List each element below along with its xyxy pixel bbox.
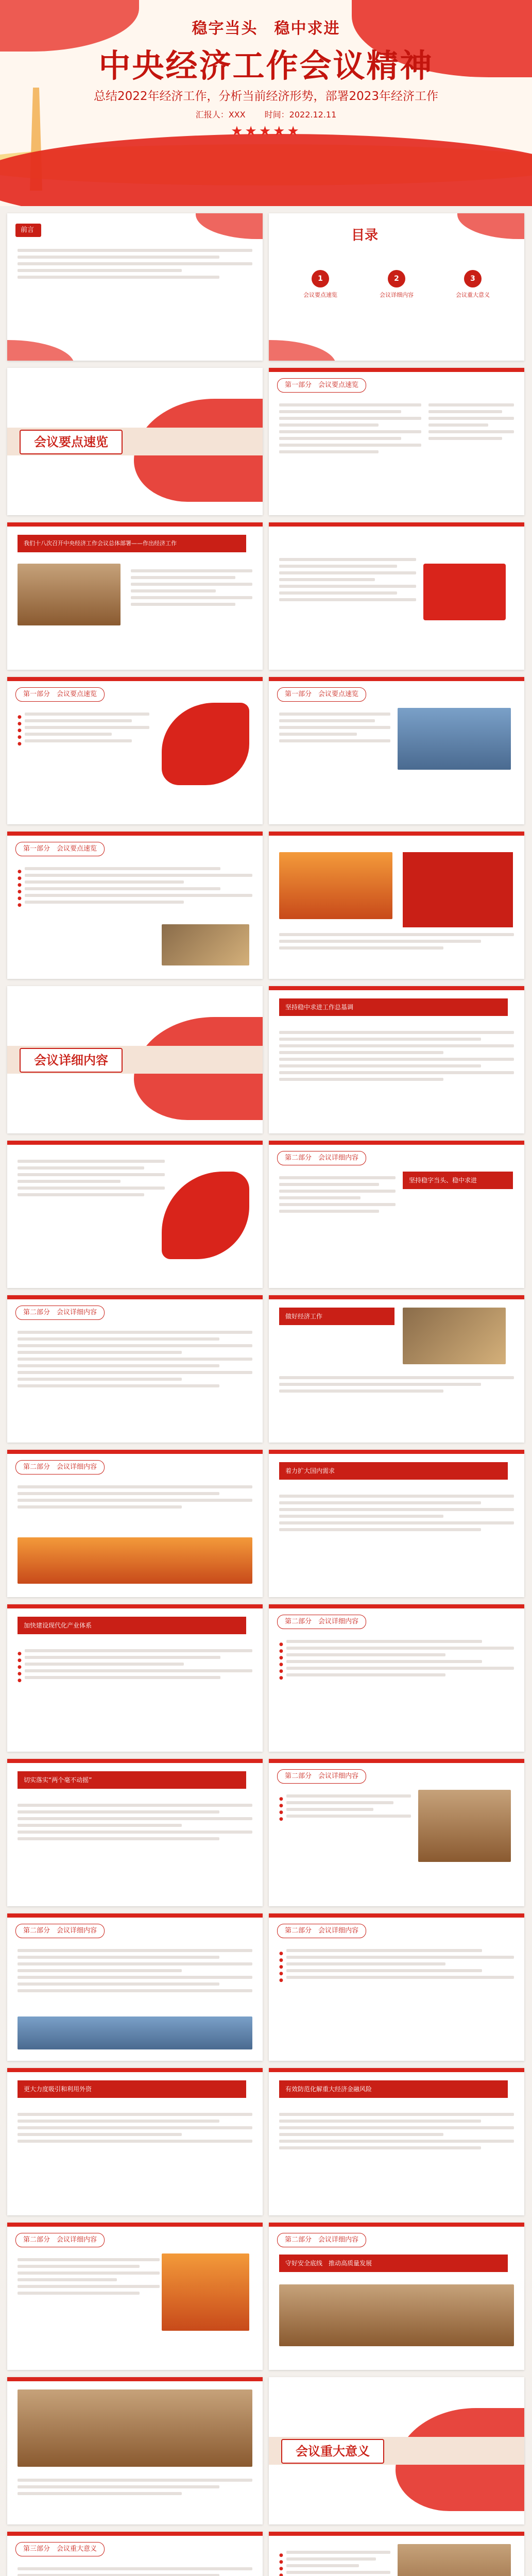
section-title: 会议要点速览 — [20, 430, 123, 454]
meeting-photo — [418, 1790, 511, 1862]
top-bar — [7, 1295, 263, 1299]
slide-section-1[interactable] — [7, 368, 263, 515]
top-bar — [269, 986, 524, 990]
bullet-list — [279, 1945, 514, 1982]
part-label: 第一部分 会议要点速览 — [277, 687, 366, 702]
slide-content[interactable] — [7, 522, 263, 670]
top-bar — [7, 832, 263, 836]
part-label: 第一部分 会议要点速览 — [15, 842, 105, 856]
text-block — [131, 566, 252, 609]
bullet-list — [18, 709, 149, 746]
slide-content[interactable] — [269, 832, 524, 979]
top-bar — [269, 2068, 524, 2072]
part-label: 第二部分 会议详细内容 — [277, 1151, 366, 1165]
top-bar — [7, 1141, 263, 1145]
slide-content[interactable] — [7, 2532, 263, 2576]
agenda-num: 2 — [388, 270, 405, 287]
landscape-photo — [162, 2253, 249, 2331]
slide-content[interactable] — [269, 1141, 524, 1288]
highlight-box: 着力扩大国内需求 — [279, 1462, 508, 1480]
bullet-list — [279, 2547, 390, 2576]
top-bar — [269, 1141, 524, 1145]
text-block — [279, 1027, 514, 1084]
red-wave — [0, 134, 532, 206]
text-block — [18, 2475, 252, 2499]
text-block — [18, 1327, 252, 1391]
highlight-box: 更大力度吸引和利用外资 — [18, 2080, 246, 2098]
top-bar — [269, 1913, 524, 1918]
text-block — [279, 1372, 514, 1396]
text-block — [18, 1800, 252, 1844]
part-label: 第二部分 会议详细内容 — [15, 1306, 105, 1320]
top-bar — [7, 2377, 263, 2381]
agenda-item-1[interactable] — [279, 270, 362, 299]
slide-content[interactable] — [269, 1604, 524, 1752]
text-block — [18, 1945, 252, 1996]
agenda-title: 目录 — [351, 228, 379, 243]
bullet-list — [18, 1646, 252, 1683]
slide-preface[interactable] — [7, 213, 263, 361]
text-block — [18, 2109, 252, 2146]
slide-content[interactable] — [269, 2223, 524, 2370]
slide-section-2[interactable] — [7, 986, 263, 1133]
slide-content[interactable] — [7, 1141, 263, 1288]
text-block — [428, 400, 514, 444]
preface-header: 前言 — [15, 224, 41, 237]
part-label: 第二部分 会议详细内容 — [15, 1460, 105, 1475]
text-block — [279, 400, 421, 457]
text-block — [279, 2109, 514, 2153]
text-block — [279, 554, 416, 605]
agenda-num: 1 — [312, 270, 329, 287]
cover-slide — [0, 0, 532, 206]
flag-decoration — [457, 213, 524, 239]
part-label: 第一部分 会议要点速览 — [277, 378, 366, 393]
top-bar — [7, 522, 263, 527]
ribbon-decoration — [7, 340, 74, 361]
slide-content[interactable] — [269, 1913, 524, 2061]
cover-subtitle: 总结2022年经济工作，分析当前经济形势，部署2023年经济工作 — [93, 90, 439, 103]
agenda-label: 会议重大意义 — [456, 292, 490, 298]
bullet-list — [18, 863, 252, 907]
section-title: 会议重大意义 — [281, 2439, 384, 2464]
highlight-box: 切实落实“两个毫不动摇” — [18, 1771, 246, 1789]
top-bar — [7, 1759, 263, 1763]
text-block — [279, 1491, 514, 1535]
part-label: 第二部分 会议详细内容 — [277, 1924, 366, 1938]
top-bar — [7, 1450, 263, 1454]
slide-content[interactable] — [7, 2223, 263, 2370]
part-label: 第一部分 会议要点速览 — [15, 687, 105, 702]
highlight-box: 做好经济工作 — [279, 1308, 394, 1325]
top-bar — [269, 1295, 524, 1299]
text-block — [279, 929, 514, 953]
part-label: 第二部分 会议详细内容 — [15, 1924, 105, 1938]
slide-agenda[interactable] — [269, 213, 524, 361]
text-block — [18, 2564, 252, 2576]
top-bar — [7, 2223, 263, 2227]
slide-content[interactable] — [7, 1295, 263, 1443]
top-bar — [7, 677, 263, 681]
slide-content[interactable] — [269, 1450, 524, 1597]
top-bar — [269, 368, 524, 372]
top-bar — [7, 2068, 263, 2072]
top-bar — [7, 1604, 263, 1608]
text-block — [279, 1173, 396, 1216]
top-bar — [269, 1604, 524, 1608]
highlight-box: 加快建设现代化产业体系 — [18, 1617, 246, 1634]
agenda-item-3[interactable] — [432, 270, 514, 299]
preface-text — [18, 245, 252, 282]
top-bar — [7, 2532, 263, 2536]
landscape-photo — [18, 1537, 252, 1584]
top-bar — [7, 1913, 263, 1918]
agenda-num: 3 — [464, 270, 482, 287]
agenda-label: 会议要点速览 — [303, 292, 337, 298]
cover-tagline: 稳字当头 稳中求进 — [192, 20, 340, 38]
slide-content[interactable] — [7, 2068, 263, 2215]
highlight-box: 坚持稳字当头、稳中求进 — [403, 1172, 513, 1189]
cover-stars: ★★★★★ — [231, 124, 301, 139]
slide-content[interactable] — [269, 1759, 524, 1906]
text-block — [18, 2255, 160, 2298]
highlight-box: 我们十八次召开中央经济工作会议总体部署——作出经济工作 — [18, 535, 246, 552]
part-label: 第二部分 会议详细内容 — [277, 1615, 366, 1629]
city-photo — [398, 708, 511, 770]
top-bar — [269, 1759, 524, 1763]
text-block — [18, 1482, 252, 1512]
text-block — [279, 709, 390, 746]
meeting-photo — [279, 2284, 514, 2346]
slide-content[interactable] — [7, 1913, 263, 2061]
flag-decoration — [196, 213, 263, 239]
top-bar — [269, 832, 524, 836]
section-title: 会议详细内容 — [20, 1048, 123, 1073]
part-label: 第二部分 会议详细内容 — [277, 1769, 366, 1784]
meeting-photo — [18, 2389, 252, 2467]
ribbon-decoration — [269, 340, 336, 361]
top-bar — [269, 677, 524, 681]
top-bar — [269, 522, 524, 527]
slide-content[interactable] — [7, 2377, 263, 2524]
slide-section-3[interactable] — [269, 2377, 524, 2524]
text-block — [18, 1156, 165, 1200]
slide-content[interactable] — [269, 522, 524, 670]
slide-content[interactable] — [269, 986, 524, 1133]
highlight-box — [403, 852, 513, 927]
agenda-item-2[interactable] — [355, 270, 438, 299]
meeting-photo — [403, 1308, 506, 1364]
top-bar — [269, 1450, 524, 1454]
highlight-box: 守好安全底线 推动高质量发展 — [279, 2255, 508, 2272]
part-label: 第三部分 会议重大意义 — [15, 2542, 105, 2556]
part-label: 第二部分 会议详细内容 — [277, 2233, 366, 2247]
top-bar — [269, 2223, 524, 2227]
part-label: 第二部分 会议详细内容 — [15, 2233, 105, 2247]
city-photo — [18, 2016, 252, 2049]
slide-content[interactable] — [7, 1604, 263, 1752]
slide-content[interactable] — [269, 2532, 524, 2576]
slide-content[interactable] — [269, 1295, 524, 1443]
slide-content[interactable] — [269, 677, 524, 824]
agenda-label: 会议详细内容 — [380, 292, 414, 298]
landscape-photo — [279, 852, 392, 919]
party-flag — [423, 564, 506, 620]
slide-content[interactable] — [269, 368, 524, 515]
cover-reporter: 汇报人：XXX — [195, 110, 246, 120]
highlight-box: 坚持稳中求进工作总基调 — [279, 998, 508, 1016]
highlight-box: 有效防范化解重大经济金融风险 — [279, 2080, 508, 2098]
slide-content[interactable] — [269, 2068, 524, 2215]
meeting-photo — [398, 2544, 511, 2576]
flag-decoration — [162, 1172, 249, 1259]
top-bar — [269, 2532, 524, 2536]
cover-meta — [0, 108, 532, 120]
cover-date: 时间：2022.12.11 — [264, 110, 337, 120]
flag-decoration — [162, 703, 249, 785]
slide-content[interactable] — [7, 832, 263, 979]
slide-content[interactable] — [7, 677, 263, 824]
meeting-photo — [18, 564, 121, 625]
cover-title: 中央经济工作会议精神 — [98, 47, 434, 84]
slide-content[interactable] — [7, 1759, 263, 1906]
bullet-list — [279, 1791, 411, 1821]
slide-content[interactable] — [7, 1450, 263, 1597]
meeting-photo — [162, 924, 249, 965]
bullet-list — [279, 1636, 514, 1680]
